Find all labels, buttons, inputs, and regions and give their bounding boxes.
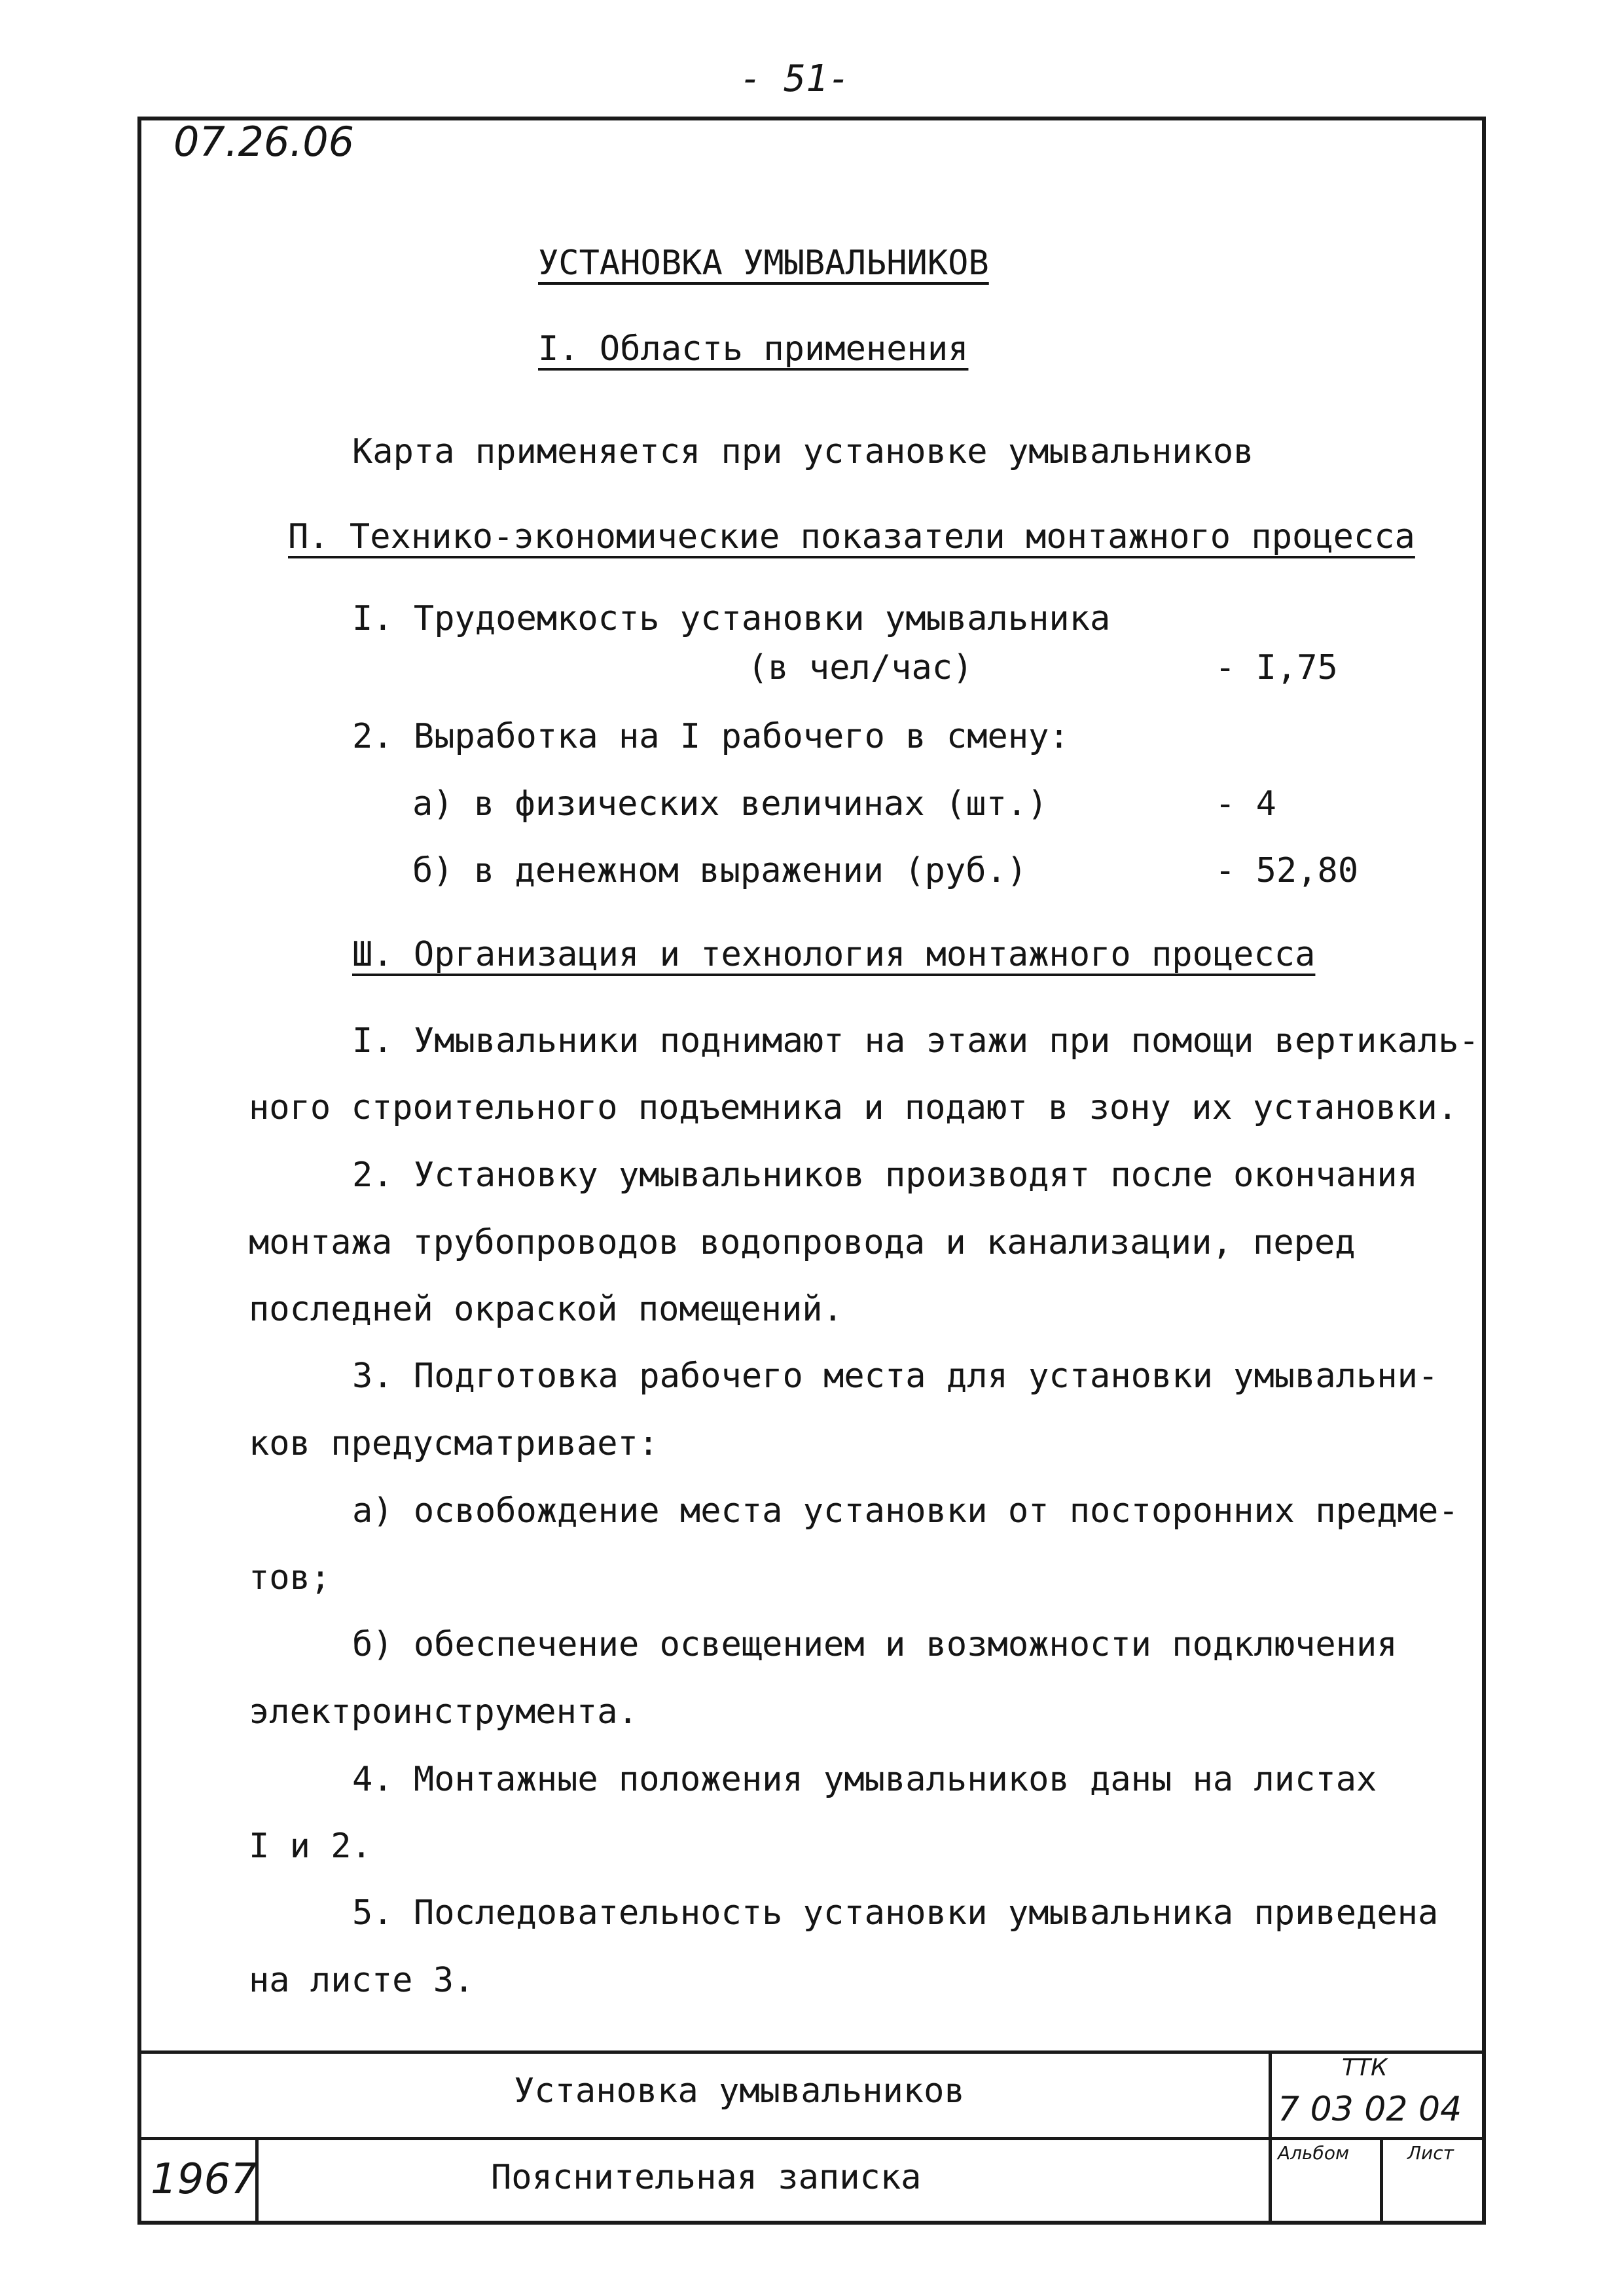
section3-line: I. Умывальники поднимают на этажи при помощи вертикаль-	[352, 1021, 1479, 1061]
title-block-top-border	[137, 2050, 1486, 2054]
section2-item2a: а) в физических величинах (шт.)	[412, 784, 1048, 824]
title-block-album-label: Альбом	[1278, 2142, 1350, 2164]
section3-line: тов;	[249, 1558, 331, 1597]
section2-item1-value: - I,75	[1215, 648, 1338, 687]
section3-line: последней окраской помещений.	[249, 1290, 843, 1329]
page-number: - 51-	[740, 58, 850, 100]
section2-heading: П. Технико-экономические показатели монтажного процесса	[288, 517, 1415, 556]
document-code: 07.26.06	[173, 118, 355, 166]
section1-text: Карта применяется при установке умывальников	[352, 432, 1254, 471]
section3-line: 3. Подготовка рабочего места для установки умывальни-	[352, 1357, 1439, 1396]
document-title: УСТАНОВКА УМЫВАЛЬНИКОВ	[538, 244, 989, 283]
section3-line: 5. Последовательность установки умывальника приведена	[352, 1893, 1439, 1933]
title-block-ttk: ТТК	[1342, 2054, 1388, 2081]
section2-item2b: б) в денежном выражении (руб.)	[412, 851, 1028, 890]
title-block-sheet-divider	[1380, 2137, 1383, 2225]
section3-line: а) освобождение места установки от посторонних предме-	[352, 1491, 1459, 1531]
section3-heading: Ш. Организация и технология монтажного процесса	[352, 935, 1316, 974]
section3-line: ков предусматривает:	[249, 1424, 659, 1463]
title-block-sheet-label: Лист	[1407, 2142, 1454, 2164]
section3-line: на листе 3.	[249, 1961, 475, 2000]
section2-item2: 2. Выработка на I рабочего в смену:	[352, 717, 1070, 756]
section3-line: ного строительного подъемника и подают в зону их установки.	[249, 1088, 1458, 1127]
title-block-year: 1967	[151, 2155, 257, 2204]
title-block-subtitle: Пояснительная записка	[491, 2158, 922, 2197]
title-block	[137, 2050, 1486, 2225]
section2-item2a-value: - 4	[1215, 784, 1276, 824]
title-block-code: 7 03 02 04	[1278, 2090, 1462, 2129]
section3-line: I и 2.	[249, 1827, 372, 1866]
section3-line: электроинструмента.	[249, 1692, 638, 1732]
section3-line: 4. Монтажные положения умывальников даны на листах	[352, 1760, 1377, 1799]
section3-line: 2. Установку умывальников производят после окончания	[352, 1156, 1418, 1195]
section1-heading: I. Область применения	[538, 329, 969, 369]
title-block-title: Установка умывальников	[514, 2071, 965, 2111]
section2-item2b-value: - 52,80	[1215, 851, 1359, 890]
section3-line: монтажа трубопроводов водопровода и канализации, перед	[249, 1223, 1356, 1262]
section2-item1: I. Трудоемкость установки умывальника	[352, 599, 1111, 638]
section3-line: б) обеспечение освещением и возможности подключения	[352, 1625, 1398, 1664]
section2-item1-unit: (в чел/час)	[748, 648, 973, 687]
title-block-middle-border	[137, 2137, 1486, 2140]
title-block-code-divider	[1269, 2050, 1272, 2225]
